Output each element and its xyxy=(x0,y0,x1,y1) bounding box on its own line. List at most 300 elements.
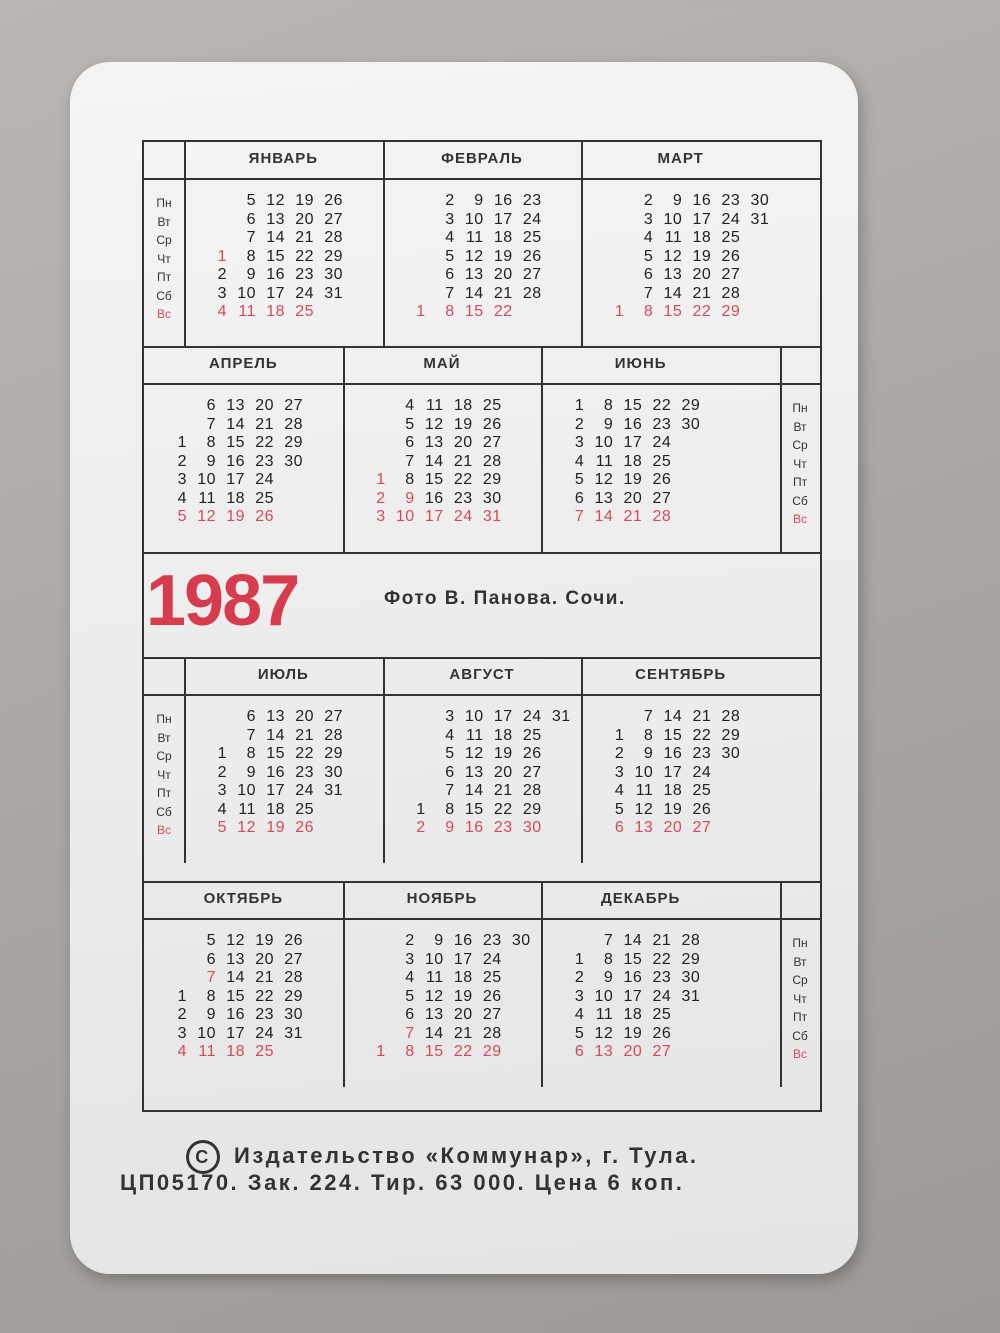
day-number: 27 xyxy=(652,1043,672,1060)
day-number: 9 xyxy=(672,192,683,209)
month-name: ИЮНЬ xyxy=(614,355,667,372)
week-row xyxy=(555,397,729,416)
day-number: 19 xyxy=(493,247,513,265)
day-number xyxy=(542,211,571,230)
day-number: 14 xyxy=(623,932,643,949)
day-number: 8 xyxy=(445,800,455,818)
day-number: 8 xyxy=(405,471,415,488)
day-number: 9 xyxy=(603,415,614,433)
day-number: 18 xyxy=(226,1043,245,1060)
day-number: 12 xyxy=(594,1024,614,1042)
day-number: 28 xyxy=(324,229,343,246)
day-number: 6 xyxy=(246,210,256,228)
day-number: 30 xyxy=(681,415,701,433)
day-number: 7 xyxy=(603,932,614,949)
week-row xyxy=(158,397,332,416)
day-number: 19 xyxy=(493,745,513,762)
month-days xyxy=(397,192,571,322)
week-row xyxy=(357,1006,531,1025)
day-number: 1 xyxy=(217,247,227,265)
day-number: 4 xyxy=(643,229,654,246)
day-number xyxy=(502,490,531,509)
day-number: 22 xyxy=(692,303,712,320)
day-number: 23 xyxy=(453,489,473,507)
day-number xyxy=(303,932,332,951)
day-number: 20 xyxy=(663,819,683,836)
week-row xyxy=(555,1025,729,1044)
week-row xyxy=(158,416,332,435)
day-number: 2 xyxy=(574,415,585,433)
weekday-label: Пн xyxy=(156,196,172,210)
day-number: 26 xyxy=(295,819,314,836)
day-number: 20 xyxy=(623,1043,643,1060)
day-number: 29 xyxy=(324,247,343,265)
day-number xyxy=(274,1043,303,1062)
day-number: 8 xyxy=(246,247,256,265)
day-number: 30 xyxy=(681,969,701,986)
day-number: 8 xyxy=(206,434,216,451)
day-number: 8 xyxy=(246,745,256,762)
week-row xyxy=(357,397,531,416)
day-number: 5 xyxy=(614,800,625,818)
day-number: 26 xyxy=(482,415,502,433)
day-number: 3 xyxy=(405,950,415,968)
week-row xyxy=(198,285,372,304)
day-number: 11 xyxy=(664,229,683,246)
day-number: 6 xyxy=(574,489,585,507)
week-row xyxy=(397,266,571,285)
day-number: 14 xyxy=(226,415,245,433)
week-row xyxy=(198,708,372,727)
day-number: 28 xyxy=(482,1024,502,1042)
day-number xyxy=(502,951,531,970)
day-number: 20 xyxy=(295,210,314,228)
week-row xyxy=(397,801,571,820)
month-name: ИЮЛЬ xyxy=(257,666,309,683)
day-number: 28 xyxy=(522,782,542,799)
day-number: 7 xyxy=(445,782,455,799)
month-days xyxy=(397,708,571,838)
day-number xyxy=(740,801,769,820)
day-number xyxy=(542,303,571,322)
day-number: 20 xyxy=(453,434,473,451)
day-number xyxy=(357,1025,386,1044)
day-number: 25 xyxy=(295,303,314,320)
day-number: 25 xyxy=(522,229,542,246)
week-row xyxy=(397,727,571,746)
day-number xyxy=(343,708,372,727)
day-number xyxy=(711,782,740,801)
day-number: 11 xyxy=(426,969,444,986)
day-number: 31 xyxy=(324,782,343,799)
day-number: 21 xyxy=(692,284,712,302)
day-number xyxy=(343,764,372,783)
day-number xyxy=(700,932,729,951)
weekday-label: Сб xyxy=(792,1028,808,1043)
day-number: 7 xyxy=(405,452,415,470)
divider-line xyxy=(541,882,543,1087)
month-name: МАЙ xyxy=(423,355,461,372)
day-number: 10 xyxy=(464,708,484,725)
day-number: 4 xyxy=(445,726,455,744)
day-number: 9 xyxy=(206,1006,216,1023)
week-row xyxy=(595,819,769,838)
day-number xyxy=(274,490,303,509)
day-number: 14 xyxy=(266,229,285,246)
day-number: 2 xyxy=(217,763,227,781)
day-number: 26 xyxy=(721,247,741,265)
day-number: 24 xyxy=(482,950,502,968)
day-number: 6 xyxy=(574,1043,585,1060)
day-number: 4 xyxy=(614,782,625,799)
day-number: 13 xyxy=(663,266,683,283)
week-row xyxy=(555,416,729,435)
weekday-label: Пт xyxy=(792,475,808,489)
day-number xyxy=(343,303,372,322)
day-number: 2 xyxy=(643,192,654,209)
week-row xyxy=(595,801,769,820)
day-number xyxy=(740,782,769,801)
week-row xyxy=(555,951,729,970)
day-number xyxy=(343,229,372,248)
day-number xyxy=(303,471,332,490)
day-number xyxy=(303,397,332,416)
day-number: 27 xyxy=(324,210,343,228)
weekday-label: Вт xyxy=(157,730,171,745)
day-number: 5 xyxy=(206,932,216,949)
day-number: 12 xyxy=(266,192,285,209)
day-number: 9 xyxy=(434,932,444,949)
day-number: 1 xyxy=(177,987,187,1005)
day-number: 23 xyxy=(652,415,672,433)
day-number xyxy=(671,1025,700,1044)
day-number: 7 xyxy=(246,726,256,744)
month-days xyxy=(357,397,531,527)
day-number: 29 xyxy=(482,471,502,488)
day-number: 17 xyxy=(453,950,473,968)
month-days xyxy=(555,932,729,1062)
day-number: 5 xyxy=(574,471,585,488)
day-number: 23 xyxy=(255,452,274,470)
day-number xyxy=(700,951,729,970)
day-number: 12 xyxy=(594,471,614,488)
day-number: 24 xyxy=(453,508,473,525)
week-row xyxy=(357,1043,531,1062)
day-number xyxy=(357,1006,386,1025)
day-number: 23 xyxy=(255,1006,274,1023)
day-number: 13 xyxy=(226,397,245,414)
week-row xyxy=(555,471,729,490)
day-number: 3 xyxy=(643,210,654,228)
day-number: 8 xyxy=(405,1043,415,1060)
day-number xyxy=(397,192,426,211)
day-number: 1 xyxy=(416,800,426,818)
month-name: ЯНВАРЬ xyxy=(248,150,318,167)
day-number: 17 xyxy=(266,284,285,302)
day-number: 10 xyxy=(197,471,216,488)
day-number: 28 xyxy=(482,452,502,470)
day-number xyxy=(502,1006,531,1025)
publisher-text: Издательство «Коммунар», г. Тула. xyxy=(234,1142,699,1168)
week-row xyxy=(397,248,571,267)
week-row xyxy=(397,303,571,322)
day-number: 23 xyxy=(295,763,314,781)
day-number: 15 xyxy=(424,1043,444,1060)
day-number: 13 xyxy=(634,819,654,836)
day-number: 3 xyxy=(177,1024,187,1042)
day-number xyxy=(671,490,700,509)
week-row xyxy=(158,969,332,988)
week-row xyxy=(198,782,372,801)
day-number xyxy=(343,745,372,764)
day-number: 3 xyxy=(217,782,227,799)
day-number: 10 xyxy=(663,210,683,228)
day-number: 18 xyxy=(453,969,473,986)
week-row xyxy=(357,490,531,509)
day-number: 16 xyxy=(226,452,245,470)
photo-credit: Фото В. Панова. Сочи. xyxy=(384,588,626,609)
divider-line xyxy=(581,142,583,347)
day-number xyxy=(314,303,343,322)
day-number xyxy=(671,471,700,490)
day-number: 15 xyxy=(424,471,444,488)
day-number: 25 xyxy=(721,229,741,246)
day-number: 17 xyxy=(623,987,643,1005)
day-number: 16 xyxy=(453,932,473,949)
day-number: 2 xyxy=(614,745,625,762)
day-number xyxy=(542,727,571,746)
week-row xyxy=(595,229,769,248)
day-number: 22 xyxy=(255,434,274,451)
day-number: 11 xyxy=(238,800,256,818)
day-number xyxy=(542,782,571,801)
day-number: 27 xyxy=(522,266,542,283)
day-number: 24 xyxy=(652,987,672,1005)
day-number xyxy=(671,453,700,472)
weekday-label: Пн xyxy=(792,401,808,415)
day-number xyxy=(700,397,729,416)
divider-line xyxy=(780,882,782,1087)
day-number xyxy=(502,416,531,435)
day-number: 4 xyxy=(445,229,455,246)
day-number: 6 xyxy=(445,763,455,781)
day-number: 20 xyxy=(295,708,314,725)
day-number: 23 xyxy=(493,819,513,836)
day-number xyxy=(542,266,571,285)
day-number xyxy=(303,490,332,509)
week-row xyxy=(357,434,531,453)
day-number: 3 xyxy=(217,284,227,302)
day-number: 25 xyxy=(255,489,274,507)
day-number: 18 xyxy=(266,800,285,818)
day-number: 27 xyxy=(482,1006,502,1023)
day-number xyxy=(711,801,740,820)
week-row xyxy=(158,508,332,527)
day-number: 28 xyxy=(284,415,303,433)
day-number: 14 xyxy=(424,452,444,470)
weekday-label: Чт xyxy=(157,251,171,266)
week-row xyxy=(357,969,531,988)
day-number: 9 xyxy=(206,452,216,470)
weekday-label: Вс xyxy=(792,1047,807,1061)
week-row xyxy=(397,229,571,248)
month-row-block xyxy=(144,142,820,347)
day-number: 5 xyxy=(177,508,187,525)
day-number xyxy=(397,285,426,304)
day-number xyxy=(740,266,769,285)
week-row xyxy=(595,192,769,211)
day-number: 9 xyxy=(603,969,614,986)
day-number xyxy=(740,819,769,838)
week-row xyxy=(595,745,769,764)
day-number: 12 xyxy=(634,800,654,818)
week-row xyxy=(357,508,531,527)
day-number xyxy=(595,285,624,304)
day-number: 30 xyxy=(324,763,343,781)
day-number: 21 xyxy=(295,229,314,246)
week-row xyxy=(198,211,372,230)
weekday-label: Ср xyxy=(156,749,172,763)
day-number: 14 xyxy=(464,782,484,799)
weekday-label: Вт xyxy=(157,214,171,229)
day-number: 30 xyxy=(324,266,343,283)
day-number xyxy=(595,192,624,211)
day-number: 18 xyxy=(663,782,683,799)
day-number: 15 xyxy=(623,397,643,414)
day-number xyxy=(198,708,227,727)
week-row xyxy=(555,453,729,472)
day-number xyxy=(542,764,571,783)
day-number: 26 xyxy=(522,745,542,762)
day-number xyxy=(502,453,531,472)
day-number xyxy=(595,229,624,248)
week-row xyxy=(555,490,729,509)
day-number xyxy=(700,969,729,988)
weekday-label: Вс xyxy=(792,512,807,526)
day-number: 2 xyxy=(574,969,585,986)
divider-line xyxy=(144,694,820,696)
day-number xyxy=(343,727,372,746)
day-number: 22 xyxy=(493,303,513,320)
day-number: 1 xyxy=(574,950,585,968)
week-row xyxy=(158,932,332,951)
day-number xyxy=(303,434,332,453)
day-number xyxy=(343,801,372,820)
week-row xyxy=(555,1043,729,1062)
week-row xyxy=(595,303,769,322)
day-number: 8 xyxy=(206,987,216,1005)
week-row xyxy=(595,211,769,230)
day-number: 24 xyxy=(721,210,741,228)
day-number xyxy=(671,434,700,453)
day-number: 16 xyxy=(266,763,285,781)
day-number xyxy=(198,211,227,230)
week-row xyxy=(158,471,332,490)
month-name: СЕНТЯБРЬ xyxy=(635,666,727,683)
day-number: 6 xyxy=(405,1006,415,1023)
day-number: 26 xyxy=(652,1024,672,1042)
day-number: 16 xyxy=(692,192,712,209)
day-number: 13 xyxy=(266,708,285,725)
day-number: 2 xyxy=(405,932,415,949)
week-row xyxy=(357,988,531,1007)
day-number: 30 xyxy=(721,745,741,762)
day-number: 11 xyxy=(198,489,216,507)
day-number: 31 xyxy=(324,284,343,302)
day-number: 4 xyxy=(217,303,227,320)
day-number: 15 xyxy=(464,800,484,818)
day-number: 19 xyxy=(266,819,285,836)
day-number: 10 xyxy=(237,284,256,302)
day-number: 6 xyxy=(246,708,256,725)
day-number: 27 xyxy=(324,708,343,725)
day-number xyxy=(158,951,187,970)
day-number xyxy=(357,969,386,988)
day-number: 12 xyxy=(237,819,256,836)
day-number: 14 xyxy=(266,726,285,744)
divider-line xyxy=(780,347,782,552)
day-number: 7 xyxy=(445,284,455,302)
day-number: 7 xyxy=(643,708,654,725)
day-number: 4 xyxy=(405,969,415,986)
day-number: 26 xyxy=(255,508,274,525)
week-row xyxy=(555,508,729,527)
day-number: 4 xyxy=(405,397,415,414)
day-number xyxy=(158,969,187,988)
day-number xyxy=(542,801,571,820)
day-number: 24 xyxy=(652,434,672,451)
day-number: 16 xyxy=(493,192,513,209)
week-row xyxy=(357,1025,531,1044)
divider-line xyxy=(144,881,820,883)
week-row xyxy=(198,229,372,248)
week-row xyxy=(158,490,332,509)
day-number: 29 xyxy=(284,434,303,451)
day-number xyxy=(595,248,624,267)
day-number: 11 xyxy=(426,397,444,414)
day-number xyxy=(343,266,372,285)
week-row xyxy=(198,819,372,838)
month-days xyxy=(555,397,729,527)
day-number: 17 xyxy=(226,471,245,488)
week-row xyxy=(397,708,571,727)
week-row xyxy=(198,801,372,820)
day-number xyxy=(513,303,542,322)
day-number xyxy=(502,969,531,988)
day-number xyxy=(158,416,187,435)
day-number: 21 xyxy=(623,508,643,525)
publisher-line xyxy=(186,1140,1000,1174)
weekday-label: Чт xyxy=(793,991,807,1006)
divider-line xyxy=(144,552,820,554)
day-number: 10 xyxy=(594,434,614,451)
day-number: 24 xyxy=(295,284,314,302)
day-number xyxy=(343,248,372,267)
day-number xyxy=(700,1006,729,1025)
day-number xyxy=(158,932,187,951)
day-number xyxy=(595,211,624,230)
day-number: 18 xyxy=(226,489,245,507)
day-number: 29 xyxy=(522,800,542,818)
day-number: 5 xyxy=(574,1024,585,1042)
day-number: 28 xyxy=(652,508,672,525)
day-number: 28 xyxy=(522,284,542,302)
day-number: 19 xyxy=(295,192,314,209)
day-number: 22 xyxy=(453,471,473,488)
day-number: 2 xyxy=(177,1006,187,1023)
day-number: 14 xyxy=(663,284,683,302)
day-number: 17 xyxy=(493,708,513,725)
